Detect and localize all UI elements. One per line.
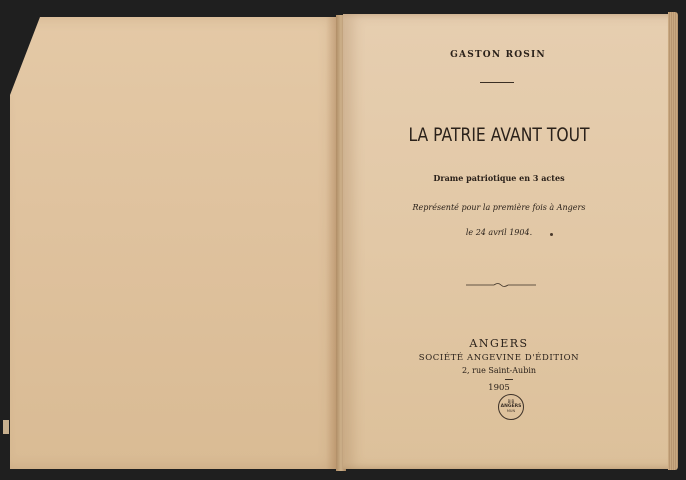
short-rule [505, 379, 513, 380]
stamp-line-1: BIB [507, 399, 515, 404]
publisher-address: 2, rue Saint-Aubin [461, 366, 537, 375]
divider-rule [480, 82, 514, 83]
ornament-rule [466, 282, 536, 288]
publisher-name: SOCIÉTÉ ANGEVINE D'ÉDITION [418, 353, 580, 363]
page-tab [3, 420, 9, 434]
ink-mark [550, 233, 553, 236]
book-subtitle: Drame patriotique en 3 actes [433, 173, 565, 183]
left-page [10, 17, 340, 469]
stamp-line-3: MUN [506, 409, 516, 413]
library-stamp [498, 394, 524, 420]
publication-year: 1905 [488, 383, 510, 393]
publisher-city: ANGERS [469, 337, 529, 350]
book-title: LA PATRIE AVANT TOUT [408, 124, 590, 146]
stamp-line-2: ANGERS [500, 404, 522, 409]
performance-date: le 24 avril 1904. [465, 228, 533, 237]
performance-note: Représenté pour la première fois à Angers [412, 203, 586, 212]
author-name: GASTON ROSIN [450, 50, 546, 60]
page-edges [668, 12, 678, 470]
